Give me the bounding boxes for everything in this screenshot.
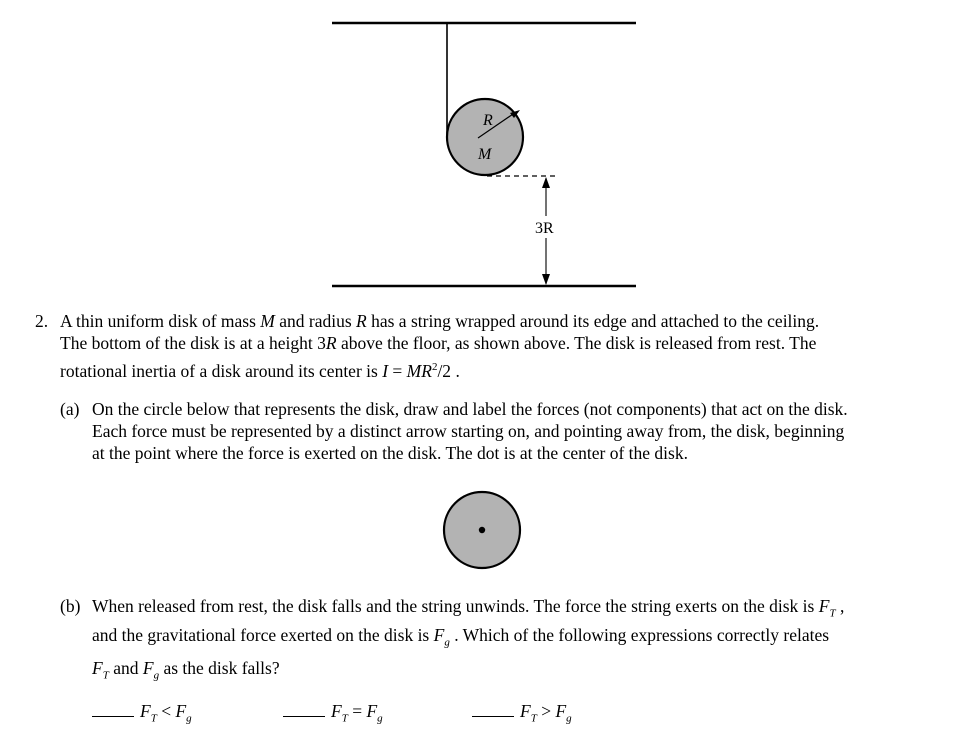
part-b-line-1: When released from rest, the disk falls and the string unwinds. The force the string exerts on the disk is $F_T$ , — [92, 596, 845, 620]
height-arrowhead-bottom — [542, 274, 550, 285]
disk-center-dot — [479, 527, 485, 533]
part-b-line-2: and the gravitational force exerted on the disk is $F_g$ . Which of the following expressions correctly relates — [92, 625, 830, 649]
choice-ft-less-than-fg[interactable]: $F_T < F_g$ — [92, 700, 192, 722]
height-arrowhead-top — [542, 177, 550, 188]
intro-line-2: The bottom of the disk is at a height 3R above the floor, as shown above. The disk is released from rest. The — [60, 333, 817, 353]
part-a-label: (a) — [60, 399, 80, 419]
choice-ft-equals-fg[interactable]: $F_T = F_g$ — [283, 700, 383, 722]
force-diagram-disk[interactable] — [430, 488, 534, 572]
disk-string-figure — [0, 0, 966, 300]
radius-label: R — [483, 112, 493, 129]
part-a-line-2: Each force must be represented by a distinct arrow starting on, and pointing away from, the disk, beginning — [92, 421, 845, 441]
height-label: 3R — [535, 220, 554, 237]
intro-line-1: A thin uniform disk of mass M and radius R has a string wrapped around its edge and attached to the ceiling. — [60, 311, 820, 331]
mass-label: M — [478, 146, 492, 163]
hanging-disk — [447, 99, 523, 175]
part-b-label: (b) — [60, 596, 81, 616]
intro-line-3: rotational inertia of a disk around its center is $I = MR^2/2$ . — [60, 361, 460, 381]
part-b-line-3: $F_T$ and $F_g$ as the disk falls? — [92, 658, 280, 682]
part-a-line-3: at the point where the force is exerted on the disk. The dot is at the center of the disk. — [92, 443, 688, 463]
answer-blank[interactable] — [472, 716, 514, 717]
problem-number: 2. — [35, 311, 49, 331]
answer-blank[interactable] — [92, 716, 134, 717]
part-a-line-1: On the circle below that represents the disk, draw and label the forces (not components) that act on the disk. — [92, 399, 848, 419]
answer-blank[interactable] — [283, 716, 325, 717]
choice-ft-greater-than-fg[interactable]: $F_T > F_g$ — [472, 700, 572, 722]
